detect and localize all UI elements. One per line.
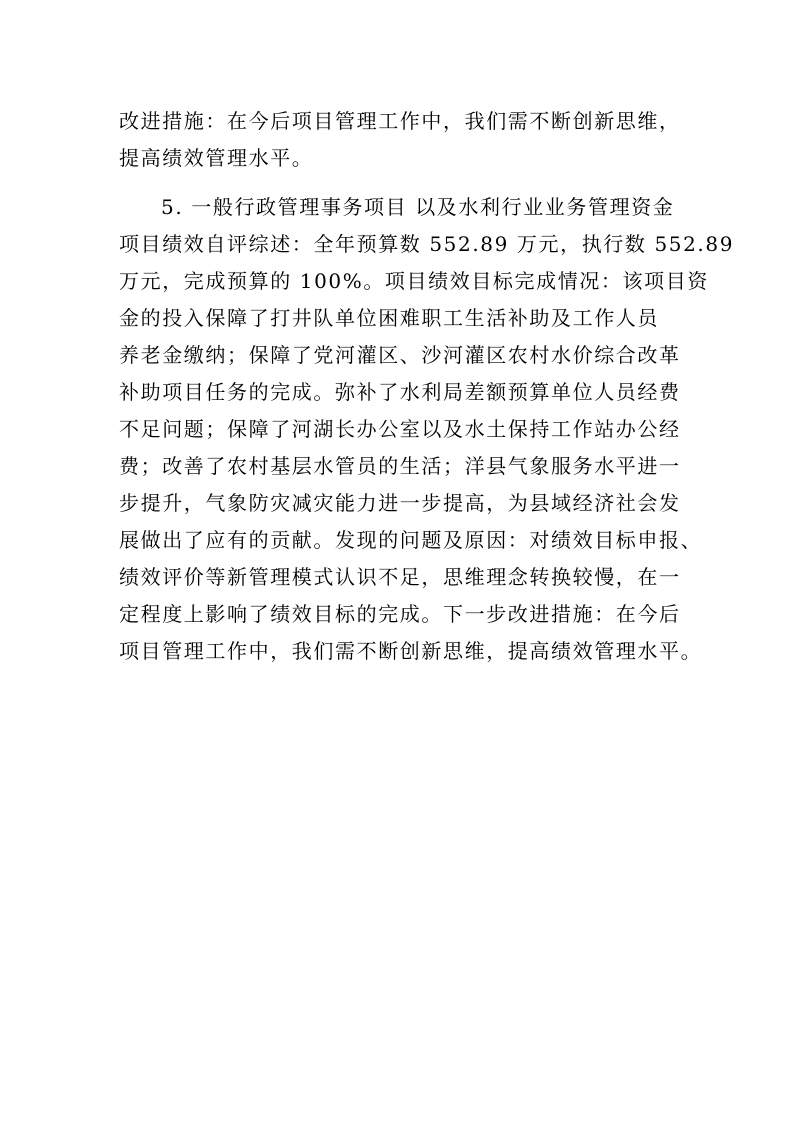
text-line: 项目管理工作中，我们需不断创新思维，提高绩效管理水平。 xyxy=(119,639,703,663)
text-line: 费；改善了农村基层水管员的生活；洋县气象服务水平进一 xyxy=(119,454,681,478)
text-line: 养老金缴纳；保障了党河灌区、沙河灌区农村水价综合改革 xyxy=(119,343,681,367)
text-line: 展做出了应有的贡献。发现的问题及原因：对绩效目标申报、 xyxy=(119,528,703,552)
text-line: 提高绩效管理水平。 xyxy=(119,146,314,170)
text-line: 金的投入保障了打井队单位困难职工生活补助及工作人员 xyxy=(119,306,659,330)
paragraph-continuation xyxy=(119,103,685,177)
text-line: 万元，完成预算的 100%。项目绩效目标完成情况：该项目资 xyxy=(119,269,709,293)
text-line: 项目绩效自评综述：全年预算数 552.89 万元，执行数 552.89 xyxy=(119,232,735,256)
text-line: 步提升，气象防灾减灾能力进一步提高，为县域经济社会发 xyxy=(119,491,681,515)
text-line: 补助项目任务的完成。弥补了水利局差额预算单位人员经费 xyxy=(119,380,681,404)
text-line: 改进措施：在今后项目管理工作中，我们需不断创新思维， xyxy=(119,109,681,133)
text-line: 不足问题；保障了河湖长办公室以及水土保持工作站办公经 xyxy=(119,417,681,441)
text-line: 5. 一般行政管理事务项目 以及水利行业业务管理资金 xyxy=(161,195,675,219)
text-line: 绩效评价等新管理模式认识不足，思维理念转换较慢，在一 xyxy=(119,565,681,589)
text-line: 定程度上影响了绩效目标的完成。下一步改进措施：在今后 xyxy=(119,602,681,626)
paragraph-item-5 xyxy=(119,189,735,670)
